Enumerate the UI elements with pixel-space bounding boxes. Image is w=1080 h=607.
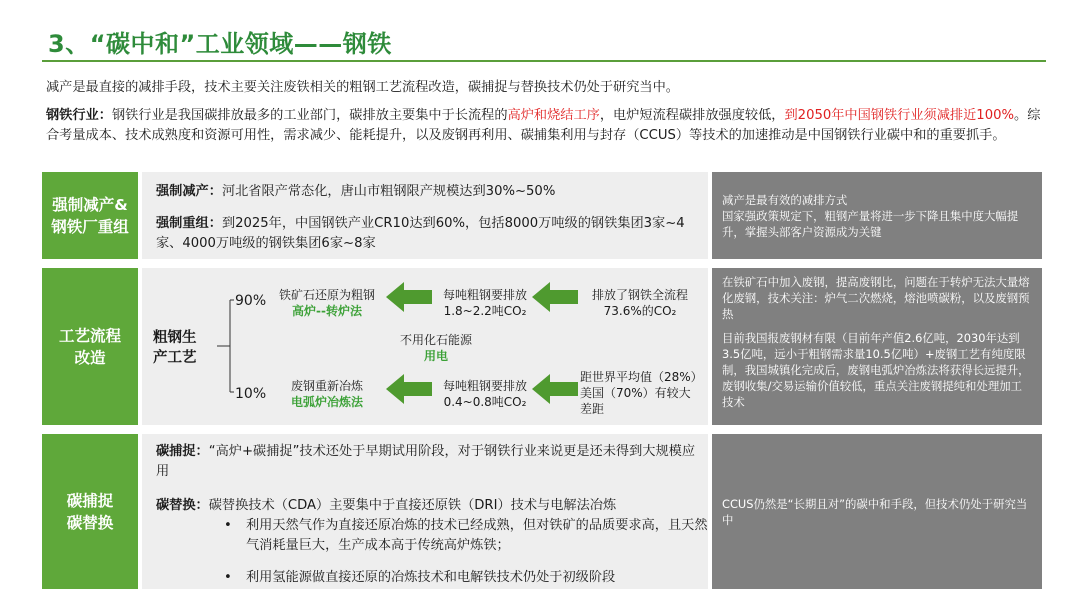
top-route-method: 高炉--转炉法	[292, 304, 362, 318]
bottom-emission-line1: 每吨粗钢要排放	[442, 379, 527, 393]
pct-top: 90%	[235, 293, 267, 309]
pct-bottom: 10%	[235, 386, 267, 402]
bottom-gap-line3: 差距	[580, 402, 605, 416]
section3-note-text: CCUS仍然是“长期且对”的碳中和手段，但技术仍处于研究当中	[722, 496, 1028, 527]
section2-side-label	[42, 268, 138, 425]
section2-note-para1: 在铁矿石中加入废钢，提高废钢比，问题在于转炉无法大量熔化废钢，技术关注：炉气二次燃烧，熔池喷碳粉，以及废钢预热	[722, 275, 1030, 321]
bottom-route-line1: 废钢重新冶炼	[290, 379, 363, 393]
section3-side-label	[42, 434, 138, 589]
section1-note	[712, 172, 1042, 259]
section3-side-line1: 碳捕捉	[66, 491, 114, 510]
arrow-left-icon	[532, 374, 578, 404]
section2-note	[712, 268, 1042, 425]
top-route-line1: 铁矿石还原为粗钢	[278, 288, 375, 302]
arrow-left-icon	[532, 282, 578, 312]
process-center-label	[153, 328, 197, 368]
section3-capture	[156, 442, 701, 482]
middle-note-green: 用电	[423, 349, 448, 363]
top-share-line1: 排放了钢铁全流程	[591, 288, 688, 302]
section1-side-line1: 强制减产&	[52, 195, 128, 214]
title-divider	[42, 60, 1046, 62]
section1-restructure-label: 强制重组：	[156, 216, 222, 231]
page-title: 3、“碳中和”工业领域——钢铁	[48, 30, 392, 58]
process-center-line2: 产工艺	[153, 350, 197, 366]
steel-text-3: 。综合考量成本、技术成熟度和资源可用性，需求减少、能耗提升，以及废钢再利用、碳捕集利用与封存（CCUS）等技术的加速推动是中国钢铁行业碳中和的重要抓手。	[46, 108, 1041, 143]
section1-side-line2: 钢铁厂重组	[51, 217, 129, 236]
section1-side-label	[42, 172, 138, 259]
section3-replace	[156, 496, 701, 516]
bullet-icon: •	[224, 518, 232, 533]
section2-side-line1: 工艺流程	[58, 326, 121, 345]
section1-reduce-text: 河北省限产常态化，唐山市粗钢限产规模达到30%~50%	[221, 184, 556, 199]
steel-text-2: ，电炉短流程碳排放强度较低，	[599, 108, 785, 123]
section3-capture-text: “高炉+碳捕捉”技术还处于早期试用阶段，对于钢铁行业来说更是还未得到大规模应用	[156, 444, 696, 479]
bottom-route	[268, 378, 386, 410]
bottom-emission-line2: 0.4~0.8吨CO₂	[443, 395, 527, 409]
steel-label: 钢铁行业：	[46, 108, 112, 123]
middle-note	[380, 332, 492, 364]
bottom-emission	[432, 378, 538, 410]
top-share	[578, 287, 702, 319]
bottom-gap-line2: 美国（70%）有较大	[580, 386, 691, 400]
section3-bullet2	[224, 568, 720, 588]
process-center-line1: 粗钢生	[153, 330, 197, 346]
arrow-left-icon	[386, 282, 432, 312]
section1-note-line1: 减产是最有效的减排方式	[722, 193, 848, 207]
section2-note-para2: 目前我国报废钢材有限（目前年产值2.6亿吨，2030年达到3.5亿吨，远小于粗钢需求量10.5亿吨）+废钢工艺有纯度限制，我国城镇化完成后，废钢电弧炉冶炼法将获得长远提升，废钢收集/交易运输价值较低，重点关注废钢提纯和处理加工技术	[722, 331, 1030, 409]
steel-highlight-2: 到2050年中国钢铁行业须减排近100%	[784, 108, 1015, 123]
bottom-route-method: 电弧炉冶炼法	[290, 395, 363, 409]
bottom-gap	[580, 369, 708, 417]
steel-highlight-1: 高炉和烧结工序	[507, 108, 600, 123]
section3-bullet2-text: 利用氢能源做直接还原的冶炼技术和电解铁技术仍处于初级阶段	[246, 570, 616, 585]
section3-bullet1	[224, 516, 720, 556]
top-route	[268, 287, 386, 319]
section1-restructure-text: 到2025年，中国钢铁产业CR10达到60%，包括8000万吨级的钢铁集团3家~4家、4000万吨级的钢铁集团6家~8家	[156, 216, 685, 251]
section1-reduce-label: 强制减产：	[156, 184, 222, 199]
section1-note-line2: 国家强政策规定下，粗钢产量将进一步下降且集中度大幅提升，掌握头部客户资源成为关键	[722, 209, 1019, 239]
top-emission-line1: 每吨粗钢要排放	[442, 288, 527, 302]
section1-restructure	[156, 214, 701, 254]
arrow-left-icon	[386, 374, 432, 404]
section3-capture-label: 碳捕捉：	[156, 444, 209, 459]
section3-replace-text: 碳替换技术（CDA）主要集中于直接还原铁（DRI）技术与电解法冶炼	[208, 498, 617, 513]
section2-side-line2: 改造	[74, 348, 106, 367]
intro-text: 减产是最直接的减排手段，技术主要关注废铁相关的粗钢工艺流程改造，碳捕捉与替换技术仍处于研究当中。	[46, 80, 679, 95]
top-emission	[432, 287, 538, 319]
section3-note	[712, 434, 1042, 589]
top-share-line2: 73.6%的CO₂	[603, 304, 677, 318]
bottom-gap-line1: 距世界平均值（28%）	[580, 370, 703, 384]
middle-note-line1: 不用化石能源	[399, 333, 472, 347]
steel-text-1: 钢铁行业是我国碳排放最多的工业部门，碳排放主要集中于长流程的	[111, 108, 508, 123]
section1-reduce	[156, 182, 701, 202]
steel-paragraph	[46, 106, 1046, 146]
section3-replace-label: 碳替换：	[156, 498, 209, 513]
bullet-icon: •	[224, 570, 232, 585]
section3-side-line2: 碳替换	[66, 513, 114, 532]
section3-bullet1-text: 利用天然气作为直接还原冶炼的技术已经成熟，但对铁矿的品质要求高，且天然气消耗量巨大，生产成本高于传统高炉炼铁；	[246, 518, 708, 553]
top-emission-line2: 1.8~2.2吨CO₂	[443, 304, 527, 318]
